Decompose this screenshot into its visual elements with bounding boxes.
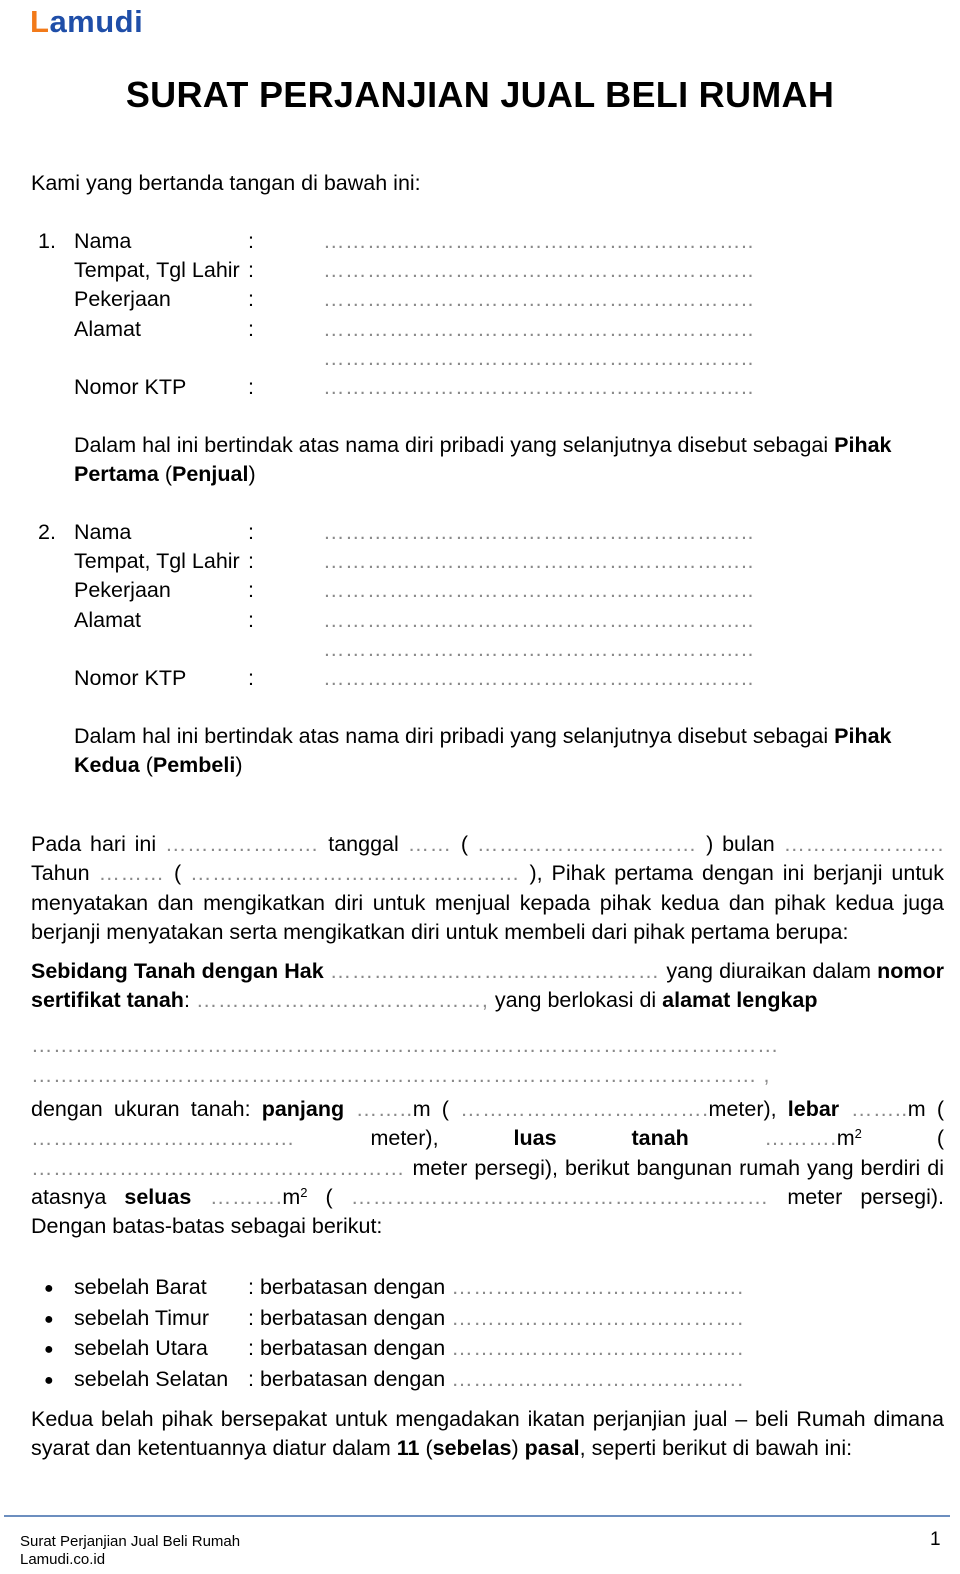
party2-alamat-blank-2: ………………………………………………….. bbox=[323, 637, 754, 661]
lamudi-logo bbox=[30, 2, 143, 42]
party1-description: Dalam hal ini bertindak atas nama diri pribadi yang selanjutnya disebut sebagai Pihak Pertama (Penjual) bbox=[74, 433, 892, 487]
border-east-text: : berbatasan dengan …………………………………. bbox=[248, 1306, 744, 1330]
party1-pekerjaan-label: Pekerjaan bbox=[74, 287, 171, 311]
footer-doc-title: Surat Perjanjian Jual Beli Rumah bbox=[20, 1533, 241, 1550]
border-north-side: sebelah Utara bbox=[74, 1336, 208, 1360]
party2-nama-label: Nama bbox=[74, 520, 132, 544]
party2-pekerjaan-label: Pekerjaan bbox=[74, 578, 171, 602]
party2-alamat-label: Alamat bbox=[74, 608, 141, 632]
bullet-icon: ● bbox=[44, 1311, 54, 1328]
size-paragraph: dengan ukuran tanah: panjang ……..m ( …………………………….meter), lebar ……..m ( ……………………………… meter), luas tanah $\dots\dots\dots.m^2$ ( …………………………………………… meter persegi), berikut bangunan rumah yang berdiri di atasnya seluas $\dots\dots\dots.m^2$ ( ………………………………………………… meter persegi). Dengan batas-batas sebagai berikut: bbox=[31, 1097, 944, 1239]
party2-pekerjaan-colon: : bbox=[248, 578, 254, 602]
party2-ttl-label: Tempat, Tgl Lahir bbox=[74, 549, 240, 573]
party2-ktp-label: Nomor KTP bbox=[74, 666, 187, 690]
party1-alamat-label: Alamat bbox=[74, 317, 141, 341]
party2-ttl-colon: : bbox=[248, 549, 254, 573]
party2-ttl-blank: ………………………………………………….. bbox=[323, 549, 754, 573]
footer-divider bbox=[4, 1515, 950, 1517]
page-number: 1 bbox=[930, 1529, 941, 1550]
party2-nama-blank: ………………………………………………….. bbox=[323, 520, 754, 544]
party1-ktp-colon: : bbox=[248, 375, 254, 399]
party1-ttl-label: Tempat, Tgl Lahir bbox=[74, 258, 240, 282]
party1-nama-blank: ………………………………………………….. bbox=[323, 229, 754, 253]
border-north-text: : berbatasan dengan …………………………………. bbox=[248, 1336, 744, 1360]
party2-alamat-blank-1: ………………………………………………….. bbox=[323, 608, 754, 632]
party1-alamat-blank-1: ………………………………………………….. bbox=[323, 317, 754, 341]
party1-ktp-blank: ………………………………………………….. bbox=[323, 375, 754, 399]
party1-alamat-blank-2: ………………………………………………….. bbox=[323, 346, 754, 370]
closing-paragraph: Kedua belah pihak bersepakat untuk mengadakan ikatan perjanjian jual – beli Rumah dimana syarat dan ketentuannya diatur dalam 11 (sebelas) pasal, seperti berikut di bawah ini: bbox=[31, 1407, 944, 1461]
party1-ttl-blank: ………………………………………………….. bbox=[323, 258, 754, 282]
party1-alamat-colon: : bbox=[248, 317, 254, 341]
party2-description: Dalam hal ini bertindak atas nama diri pribadi yang selanjutnya disebut sebagai Pihak Kedua (Pembeli) bbox=[74, 724, 892, 778]
party1-nama-label: Nama bbox=[74, 229, 132, 253]
intro-text: Kami yang bertanda tangan di bawah ini: bbox=[31, 171, 421, 195]
logo-text: Lamudi bbox=[30, 4, 144, 39]
bullet-icon: ● bbox=[44, 1280, 54, 1297]
footer-site: Lamudi.co.id bbox=[20, 1551, 106, 1568]
party1-number: 1. bbox=[38, 229, 56, 253]
bullet-icon: ● bbox=[44, 1372, 54, 1389]
bullet-icon: ● bbox=[44, 1341, 54, 1358]
border-west-text: : berbatasan dengan …………………………………. bbox=[248, 1275, 744, 1299]
party1-ttl-colon: : bbox=[248, 258, 254, 282]
border-south-side: sebelah Selatan bbox=[74, 1367, 229, 1391]
party2-pekerjaan-blank: ………………………………………………….. bbox=[323, 578, 754, 602]
party2-nama-colon: : bbox=[248, 520, 254, 544]
address-blank-2: ……………………………………………………………………………………… , bbox=[31, 1063, 770, 1087]
land-paragraph: Sebidang Tanah dengan Hak ……………………………………… yang diuraikan dalam nomor sertifikat tanah: …………………………………, yang berlokasi di alamat lengkap bbox=[31, 959, 944, 1013]
document-title: SURAT PERJANJIAN JUAL BELI RUMAH bbox=[125, 74, 835, 115]
party2-ktp-blank: ………………………………………………….. bbox=[323, 666, 754, 690]
party2-alamat-colon: : bbox=[248, 608, 254, 632]
border-west-side: sebelah Barat bbox=[74, 1275, 207, 1299]
party2-number: 2. bbox=[38, 520, 56, 544]
border-south-text: : berbatasan dengan …………………………………. bbox=[248, 1367, 744, 1391]
party2-ktp-colon: : bbox=[248, 666, 254, 690]
address-blank-1: ………………………………………………………………………………………… bbox=[31, 1033, 779, 1057]
date-paragraph: Pada hari ini ………………… tanggal …… ( ………………………… ) bulan …………………. Tahun ……… ( ……………………………………… ), Pihak pertama dengan ini berjanji untuk menyatakan dan mengikatkan diri untuk menjual kepada pihak kedua dan pihak kedua juga berjanji menyatakan serta mengikatkan diri untuk membeli dari pihak pertama berupa: bbox=[31, 832, 944, 944]
border-east-side: sebelah Timur bbox=[74, 1306, 210, 1330]
party1-pekerjaan-colon: : bbox=[248, 287, 254, 311]
party1-ktp-label: Nomor KTP bbox=[74, 375, 187, 399]
party1-nama-colon: : bbox=[248, 229, 254, 253]
party1-pekerjaan-blank: ………………………………………………….. bbox=[323, 287, 754, 311]
